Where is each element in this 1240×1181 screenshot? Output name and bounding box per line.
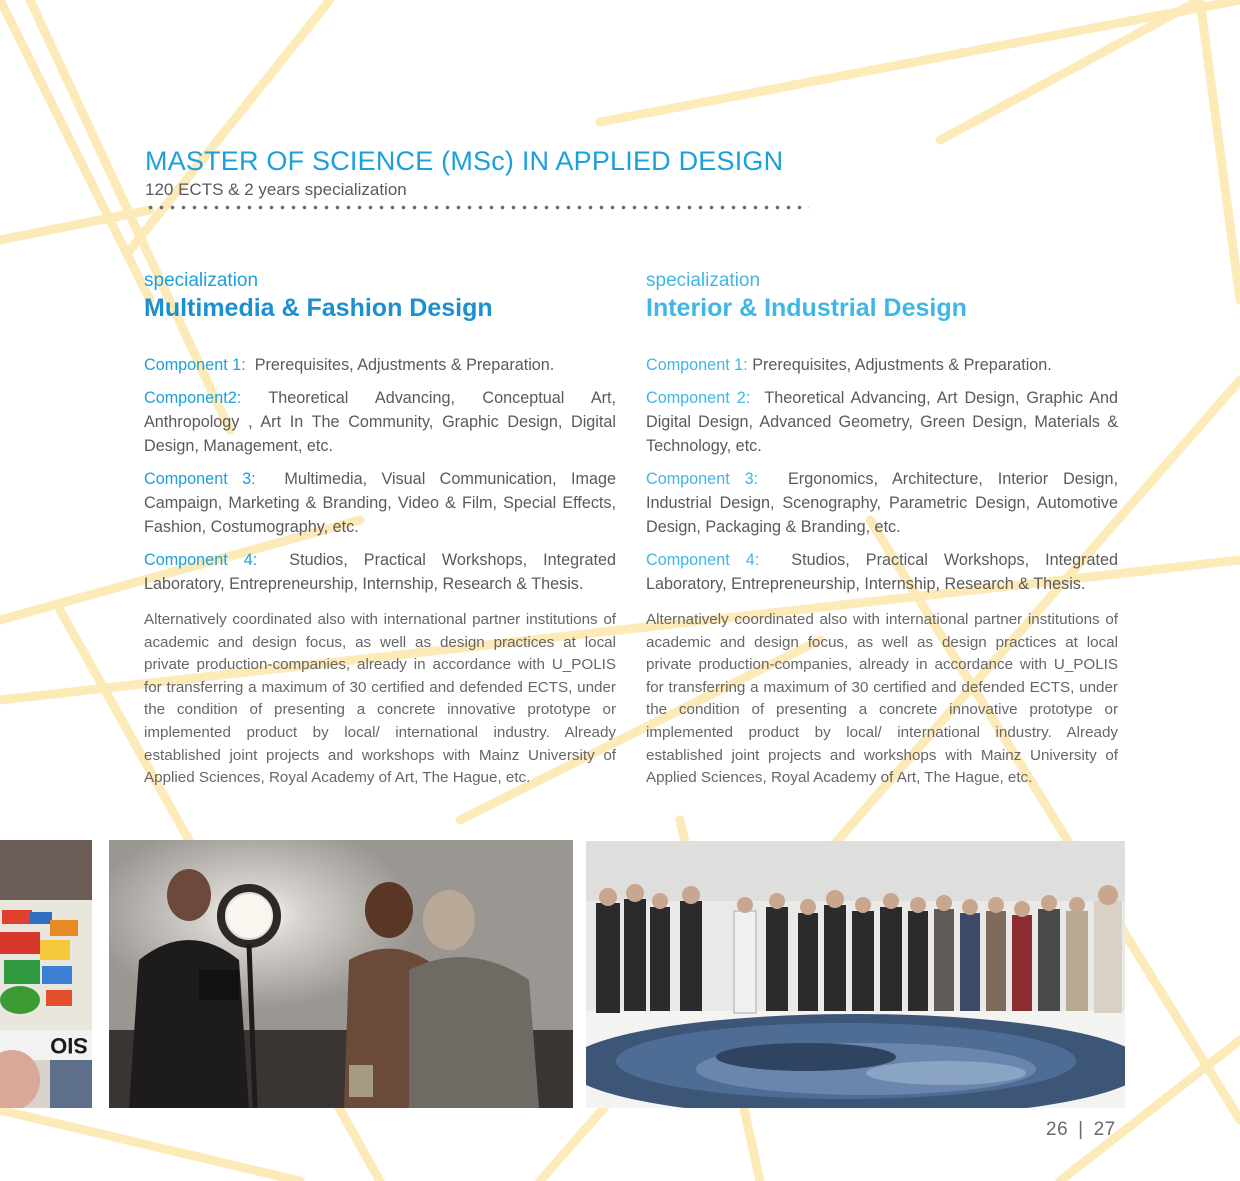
component-text: Theoretical Advancing, Art Design, Graphic And Digital Design, Advanced Geometry, Green Design, Materials & Technology, etc. [646, 389, 1119, 455]
specialization-label: specialization [144, 270, 259, 291]
component-3 [144, 467, 616, 539]
specialization-name: Multimedia & Fashion Design [144, 294, 493, 322]
component-text: Studios, Practical Workshops, Integrated Laboratory, Entrepreneurship, Internship, Research & Thesis. [646, 551, 1118, 593]
component-label: Component 4: [646, 551, 760, 569]
component-text: Prerequisites, Adjustments & Preparation. [254, 356, 555, 374]
page-subtitle: 120 ECTS & 2 years specialization [145, 180, 407, 199]
component-1 [144, 353, 616, 377]
specialization-label: specialization [646, 270, 761, 291]
component-list [144, 353, 616, 596]
component-text: Studios, Practical Workshops, Integrated Laboratory, Entrepreneurship, Internship, Research & Thesis. [144, 551, 616, 593]
component-label: Component2: [144, 389, 242, 407]
poster-lettering: SIO [50, 1033, 88, 1058]
specialization-column-interior-industrial [646, 268, 1118, 805]
specialization-name: Interior & Industrial Design [646, 294, 967, 322]
page-number-right: 27 [1093, 1119, 1116, 1140]
component-4 [646, 548, 1118, 596]
partnership-note: Alternatively coordinated also with international partner institutions of academic and design focus, as well as design practices at local private production-companies, already in accordance with U_POLIS for transferring a maximum of 30 certified and defended ECTS, under the condition of presenting a concrete innovative prototype or implemented product by local/ international industry. Already established joint projects and workshops with Mainz University of Applied Sciences, Royal Academy of Art, The Hague, etc. [144, 611, 616, 787]
component-2 [144, 386, 616, 458]
component-4 [144, 548, 616, 596]
component-text: Theoretical Advancing, Conceptual Art, Anthropology , Art In The Community, Graphic Design, Digital Design, Management, etc. [144, 389, 616, 455]
page-title: MASTER OF SCIENCE (MSc) IN APPLIED DESIGN [145, 146, 784, 176]
dotted-divider [145, 205, 809, 210]
page-numbers [1046, 1119, 1116, 1141]
component-text: Ergonomics, Architecture, Interior Design, Industrial Design, Scenography, Parametric Design, Automotive Design, Packaging & Branding, etc. [646, 470, 1118, 536]
component-text: Prerequisites, Adjustments & Preparation. [752, 356, 1052, 374]
component-label: Component 1: [646, 356, 748, 374]
component-1 [646, 353, 1118, 377]
component-label: Component 3: [144, 470, 256, 488]
partnership-note: Alternatively coordinated also with international partner institutions of academic and design focus, as well as design practices at local private production-companies, already in accordance with U_POLIS for transferring a maximum of 30 certified and defended ECTS, under the condition of presenting a concrete innovative prototype or implemented product by local/ international industry. Already established joint projects and workshops with Mainz University of Applied Sciences, Royal Academy of Art, The Hague, etc. [646, 611, 1118, 787]
component-list [646, 353, 1118, 596]
page-number-left: 26 [1046, 1119, 1069, 1140]
photo-group-jeans-installation [586, 841, 1125, 1108]
component-text: Multimedia, Visual Communication, Image Campaign, Marketing & Branding, Video & Film, Special Effects, Fashion, Costumography, etc. [144, 470, 616, 536]
page-number-separator: | [1078, 1119, 1084, 1140]
component-label: Component 1: [144, 356, 246, 374]
photo-photography-workshop [109, 840, 573, 1108]
component-2 [646, 386, 1118, 458]
component-label: Component 2: [646, 389, 751, 407]
component-label: Component 3: [646, 470, 759, 488]
component-label: Component 4: [144, 551, 258, 569]
photo-poster-workshop [0, 840, 92, 1108]
component-3 [646, 467, 1118, 539]
specialization-column-multimedia-fashion [144, 268, 616, 805]
